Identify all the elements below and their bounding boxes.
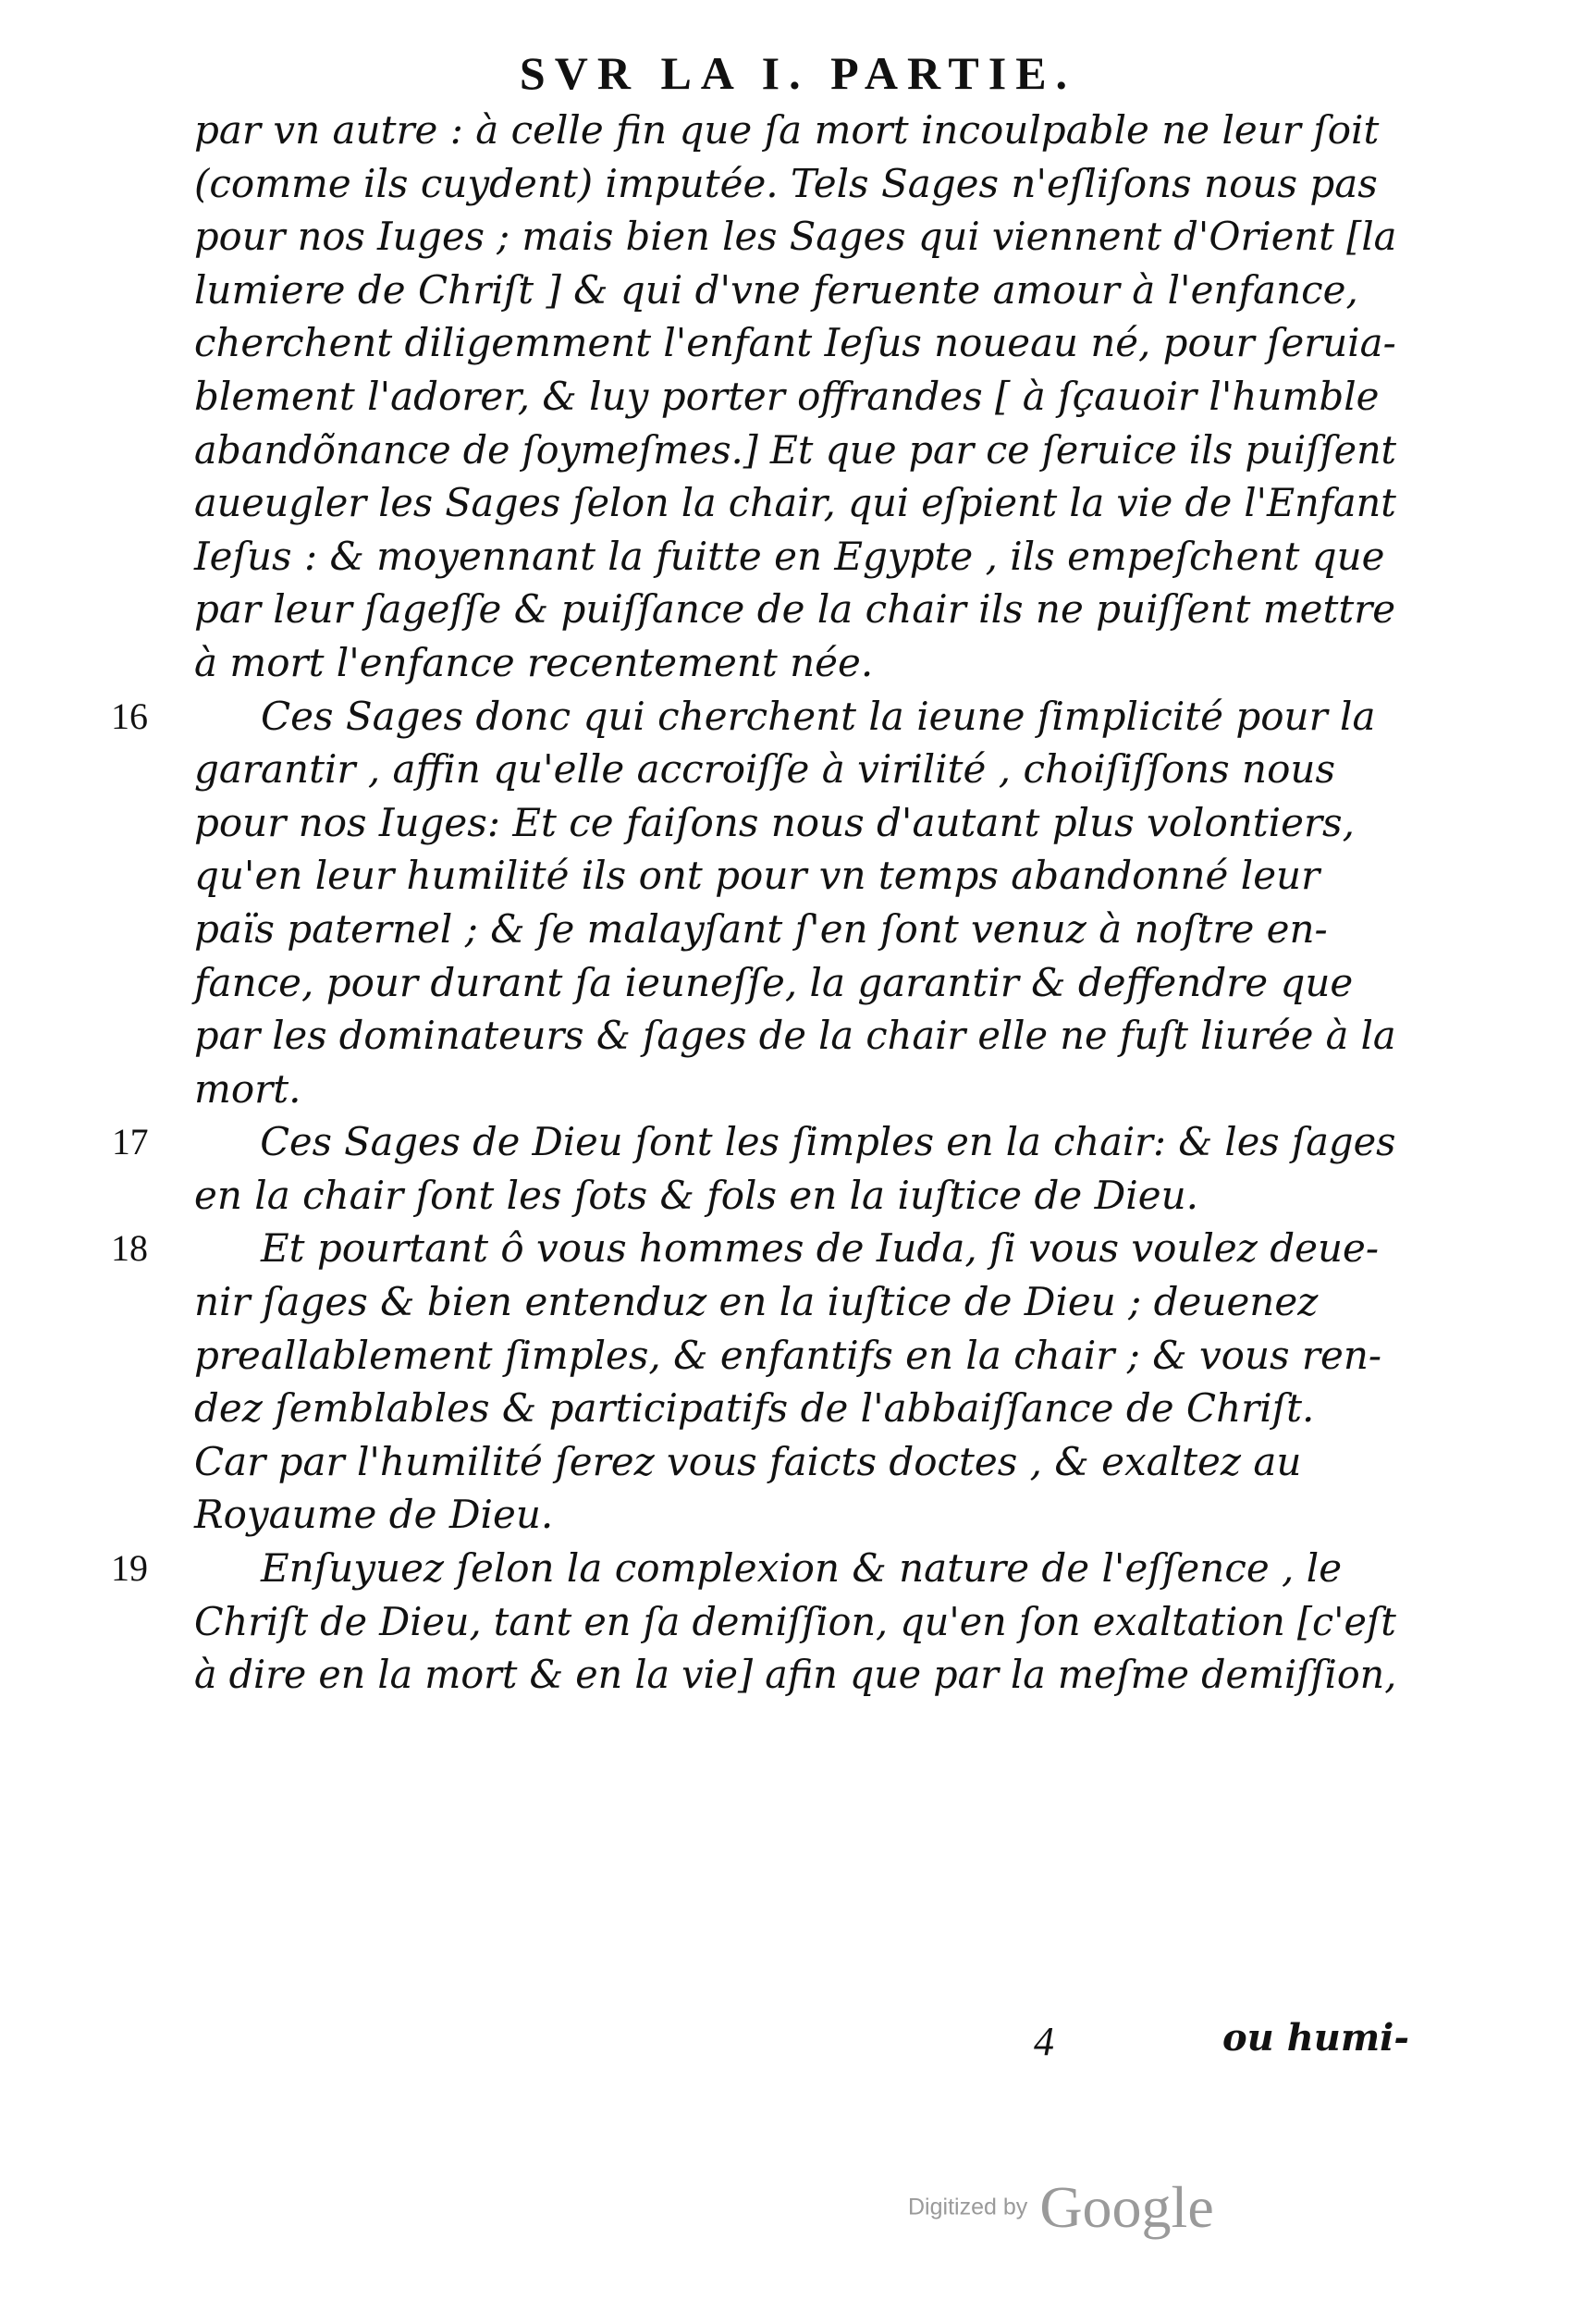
line-text: mort. xyxy=(194,1065,301,1112)
line-text: par vn autre : à celle fin que ſa mort incoulpable ne leur ſoit xyxy=(194,107,1380,153)
watermark-prefix: Digitized by xyxy=(908,2194,1028,2220)
text-line xyxy=(194,424,1397,477)
line-text: (comme ils cuydent) imputée. Tels Sages n'eſliſons nous pas xyxy=(194,160,1378,206)
text-line xyxy=(194,956,1396,1010)
text-line xyxy=(194,1435,1396,1489)
text-line xyxy=(194,636,1396,690)
line-text: Royaume de Dieu. xyxy=(194,1492,554,1538)
verse-number: 18 xyxy=(111,1227,148,1270)
text-line xyxy=(111,690,1396,744)
text-line xyxy=(194,1648,1397,1702)
line-text: pour nos Iuges: Et ce faiſons nous d'autant plus volontiers, xyxy=(194,799,1355,845)
text-line xyxy=(111,1542,1396,1595)
text-line xyxy=(194,476,1396,530)
text-line xyxy=(194,157,1396,211)
line-text: Car par l'humilité ſerez vous faicts doctes , & exaltez au xyxy=(194,1438,1302,1484)
verse-number: 16 xyxy=(111,695,148,737)
line-text: Chriſt de Dieu, tant en ſa demiſſion, qu'en ſon exaltation [c'eſt xyxy=(194,1598,1396,1644)
line-text: fance, pour durant ſa ieuneſſe, la garantir & deffendre que xyxy=(194,959,1354,1005)
text-line xyxy=(194,1329,1396,1383)
line-text: garantir , affin qu'elle accroiſſe à virilité , choiſiſſons nous xyxy=(194,746,1335,793)
verse-number: 19 xyxy=(111,1547,148,1590)
text-line xyxy=(194,903,1396,956)
text-line xyxy=(194,1595,1396,1649)
text-line xyxy=(111,1115,1396,1169)
line-text: preallablement ſimples, & enfantifs en la chair ; & vous ren- xyxy=(194,1332,1382,1378)
page-number: 4 xyxy=(1034,2019,1054,2064)
verse-number: 17 xyxy=(111,1121,149,1163)
text-line xyxy=(194,104,1396,157)
text-line xyxy=(194,210,1397,264)
text-line xyxy=(194,849,1396,903)
text-line xyxy=(194,530,1396,584)
line-text: par leur ſageſſe & puiſſance de la chair ils ne puiſſent mettre xyxy=(194,586,1396,633)
google-logo: Google xyxy=(1039,2174,1214,2240)
text-line xyxy=(194,264,1396,317)
text-line xyxy=(194,1009,1396,1063)
line-text: nir ſages & bien entenduz en la iuſtice de Dieu ; deuenez xyxy=(194,1279,1319,1325)
text-line xyxy=(194,743,1396,796)
line-text: qu'en leur humilité ils ont pour vn temps abandonné leur xyxy=(194,853,1320,899)
line-text: en la chair ſont les ſots & fols en la iuſtice de Dieu. xyxy=(194,1172,1198,1218)
line-text: par les dominateurs & ſages de la chair elle ne fuſt liurée à la xyxy=(194,1013,1396,1059)
line-text: Ieſus : & moyennant la fuitte en Egypte , ils empeſchent que xyxy=(194,533,1385,579)
line-text: abandõnance de ſoymeſmes.] Et que par ce ſeruice ils puiſſent xyxy=(194,426,1397,473)
running-head: SVR LA I. PARTIE. xyxy=(519,47,1077,99)
text-line xyxy=(111,1222,1396,1275)
line-text: blement l'adorer, & luy porter offrandes [ à ſçauoir l'humble xyxy=(194,373,1380,419)
line-text: lumiere de Chriſt ] & qui d'vne feruente amour à l'enfance, xyxy=(194,266,1358,313)
body-text xyxy=(111,104,1397,1702)
text-line xyxy=(194,370,1396,424)
text-line xyxy=(194,1488,1396,1542)
text-line xyxy=(194,1169,1396,1223)
line-text: aueugler les Sages ſelon la chair, qui eſpient la vie de l'Enfant xyxy=(194,480,1396,526)
line-text: cherchent diligemment l'enfant Ieſus noueau né, pour ſeruia- xyxy=(194,320,1396,366)
text-line xyxy=(194,1275,1396,1329)
catchword: ou humi- xyxy=(1222,2016,1409,2060)
line-text: à dire en la mort & en la vie] afin que par la meſme demiſſion, xyxy=(194,1652,1397,1698)
text-line xyxy=(194,796,1396,850)
digitized-watermark xyxy=(908,2173,1214,2242)
text-line xyxy=(194,1382,1396,1435)
line-text: Ces Sages donc qui cherchent la ieune ſimplicité pour la xyxy=(261,693,1376,739)
line-text: pour nos Iuges ; mais bien les Sages qui viennent d'Orient [la xyxy=(194,214,1397,260)
text-line xyxy=(194,583,1396,636)
text-line xyxy=(194,316,1396,370)
text-line xyxy=(194,1063,1396,1116)
line-text: Et pourtant ô vous hommes de Iuda, ſi vous voulez deue- xyxy=(261,1225,1380,1272)
line-text: dez ſemblables & participatifs de l'abbaiſſance de Chriſt. xyxy=(194,1385,1315,1432)
line-text: Ces Sages de Dieu ſont les ſimples en la chair: & les ſages xyxy=(260,1119,1396,1165)
line-text: païs paternel ; & ſe malayſant ſ'en ſont venuz à noſtre en- xyxy=(194,905,1328,952)
line-text: Enſuyuez ſelon la complexion & nature de l'eſſence , le xyxy=(261,1545,1343,1592)
line-text: à mort l'enfance recentement née. xyxy=(194,639,874,685)
